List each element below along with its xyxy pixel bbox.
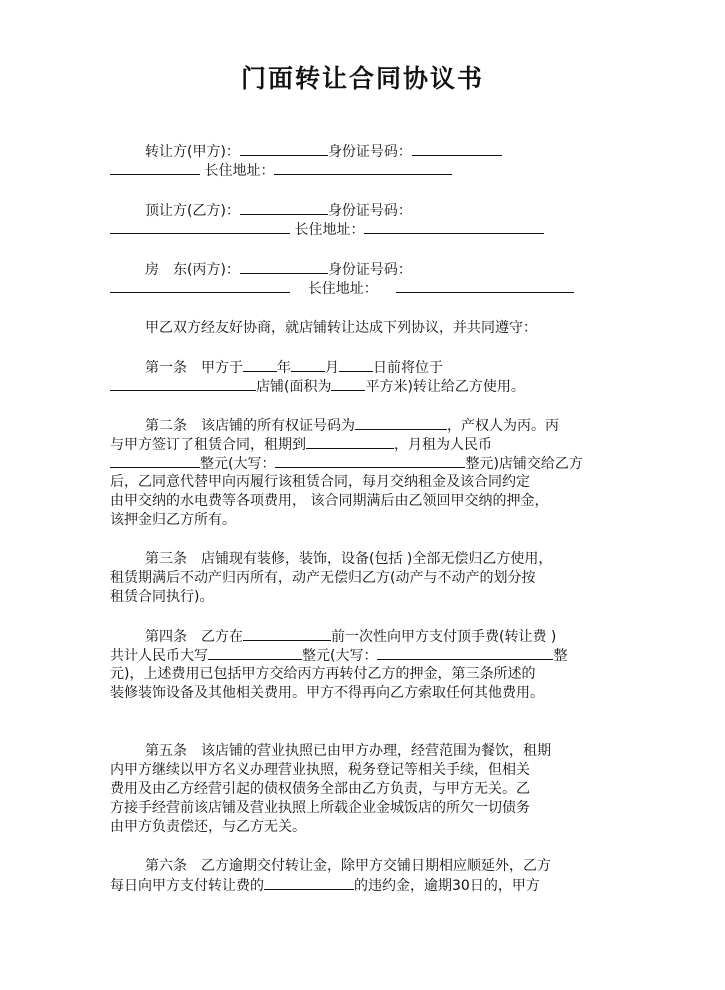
transferor-address-label: 长住地址： — [204, 163, 275, 179]
owner-text: ，产权人为丙。丙 — [447, 418, 559, 434]
article-2-line-1 — [145, 415, 559, 436]
handover-text: 整元)店铺交给乙方 — [465, 456, 583, 472]
month-label: 月 — [325, 360, 339, 376]
total-amount-blank — [208, 645, 302, 660]
total-uppercase-blank — [377, 645, 553, 660]
article-3-line-1: 第三条 店铺现有装修，装饰，设备(包括 )全部无偿归乙方使用， — [145, 551, 553, 567]
total-rmb-text: 共计人民币大写 — [110, 648, 208, 664]
article-6-line-1: 第六条 乙方逾期交付转让金，除甲方交铺日期相应顺延外，乙方 — [145, 858, 551, 874]
transferee-label: 顶让方(乙方)： — [145, 203, 240, 219]
rent-uppercase-blank — [275, 453, 465, 468]
article-4-line-1 — [145, 626, 556, 647]
article-2-line-4: 后，乙同意代替甲向丙履行该租赁合同，每月交纳租金及该合同约定 — [110, 474, 530, 490]
transferee-address-blank — [364, 219, 544, 234]
transferee-line — [145, 200, 412, 221]
article-5-line-1: 第五条 该店铺的营业执照已由甲方办理，经营范围为餐饮，租期 — [145, 743, 551, 759]
article-4-line-4: 装修装饰设备及其他相关费用。甲方不得再向乙方索取任何其他费用。 — [110, 685, 544, 701]
article-3-line-2: 租赁期满后不动产归丙所有，动产无偿归乙方(动产与不动产的划分按 — [110, 570, 536, 586]
landlord-name-blank — [240, 259, 328, 274]
area-text: 店铺(面积为 — [256, 379, 332, 395]
article-5-line-4: 方接手经营前该店铺及营业执照上所载企业金城饭店的所欠一切债务 — [110, 800, 530, 816]
day-blank — [339, 357, 373, 372]
location-blank — [110, 376, 256, 391]
article-1-line-1 — [145, 357, 443, 378]
article-4-line-2 — [110, 645, 567, 666]
transferor-line — [145, 141, 502, 162]
transferee-id-blank — [110, 219, 290, 234]
year-label: 年 — [277, 360, 291, 376]
transferor-id-label: 身份证号码： — [327, 144, 412, 160]
penalty-text: 每日向甲方支付转让费的 — [110, 878, 264, 894]
landlord-address-label: 长住地址： — [307, 281, 378, 297]
area-blank — [331, 376, 365, 391]
payment-date-blank — [243, 626, 331, 641]
transferee-address-label: 长住地址： — [294, 222, 365, 238]
transferee-name-blank — [240, 200, 328, 215]
article-4-line-3: 元)，上述费用已包括甲方交给丙方再转付乙方的押金，第三条所述的 — [110, 666, 536, 682]
page-title: 门面转让合同协议书 — [240, 64, 484, 93]
transferor-id-blank-cont — [110, 160, 200, 175]
year-blank — [243, 357, 277, 372]
transferor-label: 转让方(甲方)： — [145, 144, 240, 160]
total-uppercase-text: 整元(大写： — [302, 648, 378, 664]
transferor-name-blank — [240, 141, 328, 156]
transferor-address-blank — [274, 160, 452, 175]
ownership-cert-blank — [355, 415, 447, 430]
monthly-rent-text: ，月租为人民币 — [394, 437, 492, 453]
article-3-line-3: 租赁合同执行)。 — [110, 589, 214, 605]
transfer-fee-text: 前一次性向甲方支付顶手费(转让费 ) — [331, 629, 557, 645]
penalty-rate-blank — [264, 875, 354, 890]
month-blank — [291, 357, 325, 372]
article-2-line-2 — [110, 434, 492, 455]
rent-amount-blank — [110, 453, 200, 468]
area-unit-text: 平方米)转让给乙方使用。 — [365, 379, 525, 395]
article-5-line-2: 内甲方继续以甲方名义办理营业执照，税务登记等相关手续，但相关 — [110, 762, 530, 778]
article-4-text: 第四条 乙方在 — [145, 629, 243, 645]
penalty-suffix-text: 的违约金，逾期30日的，甲方 — [354, 878, 540, 894]
transferor-address-line — [110, 160, 452, 181]
article-2-text: 第二条 该店铺的所有权证号码为 — [145, 418, 355, 434]
transferee-id-label: 身份证号码： — [327, 203, 412, 219]
total-suffix-text: 整 — [553, 648, 568, 664]
landlord-address-blank — [396, 278, 574, 293]
landlord-id-blank — [110, 278, 290, 293]
location-text: 日前将位于 — [373, 360, 443, 376]
landlord-address-line — [110, 278, 574, 299]
article-5-line-3: 费用及由乙方经营引起的债权债务全部由乙方负责，与甲方无关。乙 — [110, 781, 530, 797]
lease-text: 与甲方签订了租赁合同，租期到 — [110, 437, 306, 453]
landlord-label: 房 东(丙方)： — [145, 262, 240, 278]
intro-paragraph: 甲乙双方经友好协商，就店铺转让达成下列协议，并共同遵守： — [145, 320, 537, 336]
article-1-line-2 — [110, 376, 525, 397]
transferor-id-blank — [412, 141, 502, 156]
lease-end-blank — [306, 434, 394, 449]
article-2-line-3 — [110, 453, 583, 474]
landlord-line — [145, 259, 412, 280]
article-6-line-2 — [110, 875, 540, 896]
rent-uppercase-text: 整元(大写： — [200, 456, 276, 472]
landlord-id-label: 身份证号码： — [327, 262, 412, 278]
article-5-line-5: 由甲方负责偿还，与乙方无关。 — [110, 819, 306, 835]
article-1-text: 第一条 甲方于 — [145, 360, 243, 376]
article-2-line-6: 该押金归乙方所有。 — [110, 512, 236, 528]
article-2-line-5: 由甲交纳的水电费等各项费用， 该合同期满后由乙领回甲交纳的押金， — [110, 493, 549, 509]
transferee-address-line — [110, 219, 544, 240]
